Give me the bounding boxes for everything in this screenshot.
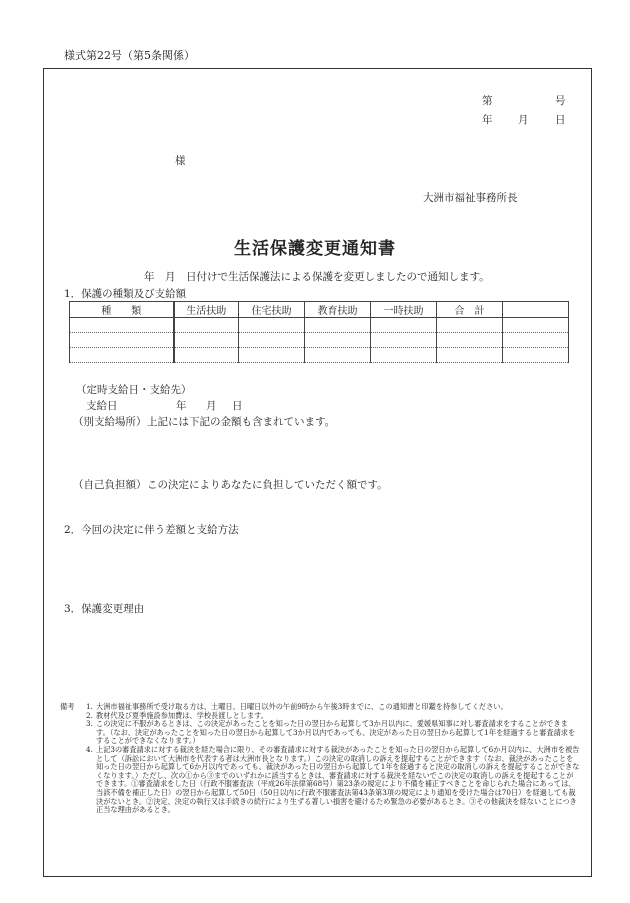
table-header: 教育扶助	[305, 302, 371, 318]
table-cell	[305, 348, 371, 363]
table-cell	[70, 348, 174, 363]
payment-label: （定時支給日・支給先）	[76, 384, 192, 396]
benefit-table	[69, 301, 569, 363]
payment-year: 年	[176, 400, 187, 412]
note-text: 教材代及び夏季施設参加費は、学校長渡しとします。	[96, 710, 268, 720]
table-cell	[174, 348, 239, 363]
self-burden-text: この決定によりあなたに負担していただく額です。	[147, 479, 388, 491]
separate-place-text: 上記には下記の金額も含まれています。	[147, 416, 336, 428]
number-suffix: 号	[555, 95, 566, 107]
section1-heading: 1．保護の種類及び支給額	[64, 288, 187, 300]
section3-heading: 3．保護変更理由	[64, 603, 145, 615]
payment-month: 月	[206, 400, 217, 412]
table-cell	[239, 318, 305, 333]
table-cell	[174, 333, 239, 348]
note-item: 3. この決定に不服があるときは、この決定があったことを知った日の翌日から起算して3か月以内に、愛媛県知事に対し審査請求をすることができます。（なお、決定があったことを知った日の翌日から起算して3か月以内であっても、決定があった日の翌日から起算して1年を経過すると審査請求をすることができなくなります。）	[86, 719, 576, 746]
number-label: 第	[482, 95, 493, 107]
table-cell	[70, 333, 174, 348]
table-cell	[437, 318, 503, 333]
form-number-label: 様式第22号（第5条関係）	[64, 49, 195, 62]
table-header: 合 計	[437, 302, 503, 318]
table-cell	[371, 348, 437, 363]
table-header: 種 類	[70, 302, 174, 318]
document-title: 生活保護変更通知書	[234, 239, 396, 259]
table-header: 住宅扶助	[239, 302, 305, 318]
date-year: 年	[482, 114, 493, 126]
notes-section	[60, 703, 580, 815]
note-item: 4. 上記3の審査請求に対する裁決を経た場合に限り、その審査請求に対する裁決があったことを知った日の翌日から起算して6か月以内に、大洲市を被告として（訴訟において大洲市を代表する者は大洲市長となります。）この決定の取消しの訴えを提起することができます（なお、裁決があったことを知った日の翌日から起算して6か月以内であっても、裁決があった日の翌日から起算して1年を経過すると決定の取消しの訴えを提起することができなくなります。）ただし、次の①から③までのいずれかに該当するときは、審査請求に対する裁決を経ないでこの決定の取消しの訴えを提起することができます。①審査請求をした日（行政不服審査法（平成26年法律第68号）第23条の規定により不備を補正すべきことを命じられた場合にあっては、当該不備を補正した日）の翌日から起算して50日（50日以内に行政不服審査法第43条第3項の規定により通知を受けた場合は70日）を経過しても裁決がないとき。②決定、決定の執行又は手続きの続行により生ずる著しい損害を避けるため緊急の必要があるとき。③その他裁決を経ないことにつき正当な理由があるとき。	[86, 744, 580, 815]
table-row	[70, 318, 569, 333]
note-text: 上記3の審査請求に対する裁決を経た場合に限り、その審査請求に対する裁決があったことを知った日の翌日から起算して6か月以内に、大洲市を被告として（訴訟において大洲市を代表する者は大洲市長となります。）この決定の取消しの訴えを提起することができます（なお、裁決があったことを知った日の翌日から起算して6か月以内であっても、裁決があった日の翌日から起算して1年を経過すると決定の取消しの訴えを提起することができなくなります。）ただし、次の①から③までのいずれかに該当するときは、審査請求に対する裁決を経ないでこの決定の取消しの訴えを提起することができます。①審査請求をした日（行政不服審査法（平成26年法律第68号）第23条の規定により不備を補正すべきことを命じられた場合にあっては、当該不備を補正した日）の翌日から起算して50日（50日以内に行政不服審査法第43条第3項の規定により通知を受けた場合は70日）を経過しても裁決がないとき。②決定、決定の執行又は手続きの続行により生ずる著しい損害を避けるため緊急の必要があるとき。③その他裁決を経ないことにつき正当な理由があるとき。	[96, 744, 580, 815]
table-cell	[70, 318, 174, 333]
intro-text: 年 月 日付けで生活保護法による保護を変更しましたので通知します。	[144, 271, 490, 283]
date-month: 月	[518, 114, 529, 126]
addressee-suffix: 様	[175, 155, 186, 167]
table-row	[70, 348, 569, 363]
date-day: 日	[555, 114, 566, 126]
table-cell	[503, 333, 569, 348]
table-cell	[437, 333, 503, 348]
table-cell	[371, 318, 437, 333]
table-cell	[305, 333, 371, 348]
issuer-name: 大洲市福祉事務所長	[423, 192, 518, 204]
table-header-row	[70, 302, 569, 318]
table-cell	[239, 333, 305, 348]
section2-heading: 2．今回の決定に伴う差額と支給方法	[64, 524, 239, 536]
table-header: 一時扶助	[371, 302, 437, 318]
table-cell	[239, 348, 305, 363]
table-cell	[371, 333, 437, 348]
table-cell	[305, 318, 371, 333]
table-cell	[437, 348, 503, 363]
notes-list	[60, 703, 580, 815]
table-header	[503, 302, 569, 318]
note-text: この決定に不服があるときは、この決定があったことを知った日の翌日から起算して3か月以内に、愛媛県知事に対し審査請求をすることができます。（なお、決定があったことを知った日の翌日から起算して3か月以内であっても、決定があった日の翌日から起算して1年を経過すると審査請求をすることができなくなります。）	[96, 719, 576, 746]
table-row	[70, 333, 569, 348]
payment-day: 日	[232, 400, 243, 412]
table-header: 生活扶助	[174, 302, 239, 318]
table-cell	[503, 318, 569, 333]
table-cell	[174, 318, 239, 333]
separate-place-label: （別支給場所）	[73, 416, 147, 428]
self-burden-label: （自己負担額）	[73, 479, 147, 491]
note-item: 2. 教材代及び夏季施設参加費は、学校長渡しとします。	[86, 710, 268, 720]
payment-date-label: 支給日	[86, 400, 118, 412]
table-cell	[503, 348, 569, 363]
notes-label: 備考	[60, 702, 75, 711]
note-text: 大洲市福祉事務所で受け取る方は、土曜日、日曜日以外の午前9時から午後3時までに、この通知書と印鑑を持参してください。	[96, 702, 508, 711]
note-item: 1. 大洲市福祉事務所で受け取る方は、土曜日、日曜日以外の午前9時から午後3時までに、この通知書と印鑑を持参してください。	[86, 702, 508, 711]
